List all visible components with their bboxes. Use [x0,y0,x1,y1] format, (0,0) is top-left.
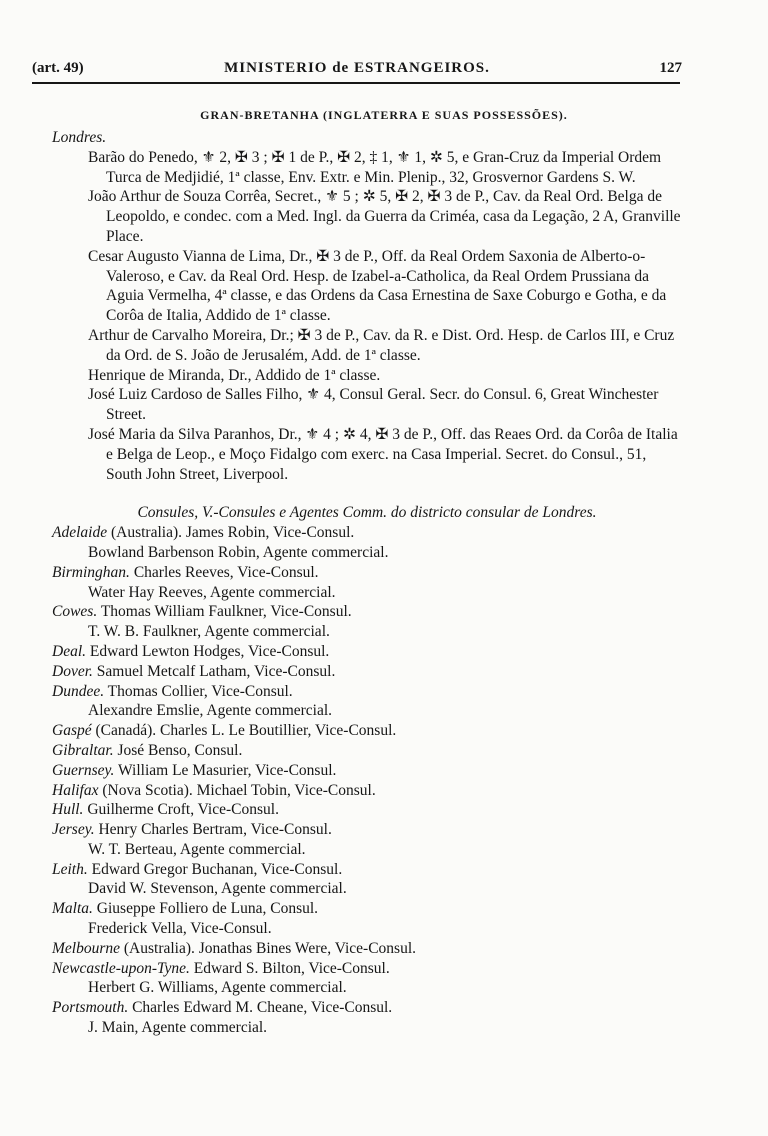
consul-name: Henry Charles Bertram, Vice-Consul. [94,821,332,839]
consul-entry [52,959,682,979]
consul-name: Thomas Collier, Vice-Consul. [104,682,293,700]
staff-entry: Henrique de Miranda, Dr., Addido de 1ª classe. [88,366,381,384]
consul-entry [52,998,682,1018]
consuls-heading: Consules, V.-Consules e Agentes Comm. do districto consular de Londres. [137,504,597,522]
staff-entry: Barão do Penedo, ⚜ 2, ✠ 3 ; ✠ 1 de P., ✠ 2, ‡ 1, ⚜ 1, ✲ 5, e Gran-Cruz da Imperial Ordem Turca de Medjidié, 1ª classe, Env. Extr. e Min. Plenip., 32, Grosvernor Gardens S. W. [88,148,662,186]
consul-agent: W. T. Berteau, Agente commercial. [88,840,306,858]
consul-agent: Bowland Barbenson Robin, Agente commercial. [88,543,389,561]
consul-place: Portsmouth. [52,999,129,1017]
page-number: 127 [659,60,682,76]
consul-name: Guilherme Croft, Vice-Consul. [83,801,279,819]
consul-entry [52,682,682,702]
consul-agent: J. Main, Agente commercial. [88,1019,268,1037]
consul-entry [52,642,682,662]
consul-entry [52,939,682,959]
consul-name: Charles Edward M. Cheane, Vice-Consul. [128,999,393,1017]
consul-place: Dover. [52,662,93,680]
consul-entry [52,820,682,840]
consul-list [52,523,682,1038]
consul-entry [52,899,682,919]
staff-entry: José Maria da Silva Paranhos, Dr., ⚜ 4 ; ✲ 4, ✠ 3 de P., Off. das Reaes Ord. da Corôa de Italia e Belga de Leop., e Moço Fidalgo com exerc. na Casa Imperial. Secret. do Consul., 51, South John Street, Liverpool. [88,425,678,483]
article-reference: (art. 49) [32,60,84,76]
consul-agent: Frederick Vella, Vice-Consul. [88,920,272,938]
consul-name: Samuel Metcalf Latham, Vice-Consul. [92,662,336,680]
consul-place: Gibraltar. [52,741,114,759]
consul-agent: Water Hay Reeves, Agente commercial. [88,583,336,601]
consul-entry [52,721,682,741]
consul-place: Adelaide [52,524,108,542]
consul-name: José Benso, Consul. [113,741,243,759]
consul-name: Edward Lewton Hodges, Vice-Consul. [86,642,330,660]
consul-name: Giuseppe Folliero de Luna, Consul. [92,900,319,918]
consul-place: Halifax [52,781,99,799]
section-heading: GRAN-BRETANHA (INGLATERRA E SUAS POSSESSÕES). [200,108,568,122]
consul-place: Malta. [52,900,93,918]
consul-place: Leith. [52,860,88,878]
staff-entry: Cesar Augusto Vianna de Lima, Dr., ✠ 3 de P., Off. da Real Ordem Saxonia de Alberto-o-Valeroso, e Cav. da Real Ord. Hesp. de Izabel-a-Catholica, da Real Ordem Prussiana da Aguia Vermelha, 4ª classe, e das Ordens da Casa Ernestina de Saxe Coburgo e Gotha, e da Corôa de Italia, Addido de 1ª classe. [88,247,667,325]
consul-place: Guernsey. [52,761,115,779]
consul-agent: David W. Stevenson, Agente commercial. [88,880,347,898]
consul-name: Thomas William Faulkner, Vice-Consul. [97,603,352,621]
consul-place: Cowes. [52,603,98,621]
staff-entry: José Luiz Cardoso de Salles Filho, ⚜ 4, Consul Geral. Secr. do Consul. 6, Great Winchester Street. [88,386,659,424]
consul-name: Charles Reeves, Vice-Consul. [129,563,319,581]
consul-place: Newcastle-upon-Tyne. [52,959,190,977]
consul-name: Edward Gregor Buchanan, Vice-Consul. [87,860,343,878]
consul-entry [52,662,682,682]
consul-place: Jersey. [52,821,95,839]
consul-name: (Canadá). Charles L. Le Boutillier, Vice-Consul. [91,722,397,740]
consul-entry [52,781,682,801]
consul-entry [52,860,682,880]
consul-name: Edward S. Bilton, Vice-Consul. [189,959,390,977]
staff-entry: Arthur de Carvalho Moreira, Dr.; ✠ 3 de P., Cav. da R. e Dist. Ord. Hesp. de Carlos III, e Cruz da Ord. de S. João de Jerusalém, Add. de 1ª classe. [88,326,675,364]
consul-place: Deal. [52,642,87,660]
consul-place: Birminghan. [52,563,130,581]
consul-entry [52,741,682,761]
consul-name: William Le Masurier, Vice-Consul. [114,761,337,779]
city-heading: Londres. [52,129,107,146]
consul-place: Dundee. [52,682,105,700]
consul-name: (Australia). Jonathas Bines Were, Vice-Consul. [120,939,417,957]
legation-staff-list [52,148,682,485]
consul-place: Gaspé [52,722,92,740]
consul-entry [52,761,682,781]
consul-entry [52,800,682,820]
consul-entry [52,602,682,622]
document-body [52,128,682,1038]
consul-agent: Alexandre Emslie, Agente commercial. [88,702,333,720]
consul-entry [52,523,682,543]
consul-agent: Herbert G. Williams, Agente commercial. [88,979,347,997]
consul-name: (Nova Scotia). Michael Tobin, Vice-Consul. [98,781,376,799]
consul-agent: T. W. B. Faulkner, Agente commercial. [88,623,330,641]
staff-entry: João Arthur de Souza Corrêa, Secret., ⚜ 5 ; ✲ 5, ✠ 2, ✠ 3 de P., Cav. da Real Ord. Belga de Leopoldo, e condec. com a Med. Ingl. da Guerra da Criméa, casa da Legação, 2 A, Granville Place. [88,188,681,245]
consul-entry [52,563,682,583]
running-header [32,58,682,80]
consul-place: Hull. [52,801,84,819]
consul-place: Melbourne [52,939,121,957]
page-title: MINISTERIO de ESTRANGEIROS. [224,60,490,76]
header-rule [32,82,680,84]
consul-name: (Australia). James Robin, Vice-Consul. [107,524,355,542]
